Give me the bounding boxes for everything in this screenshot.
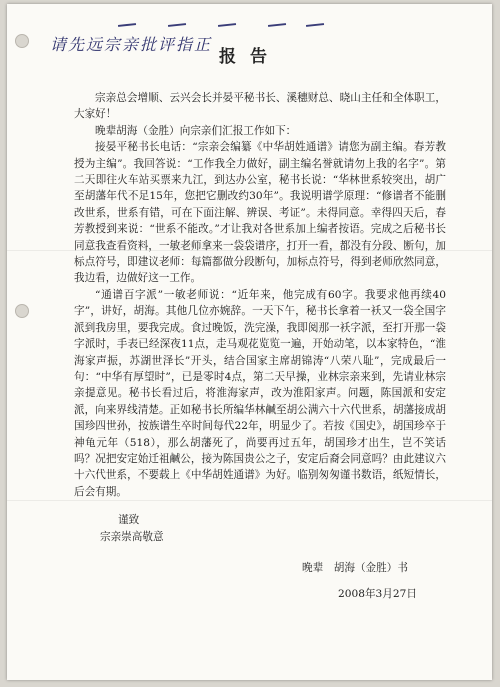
paragraph-1: 接晏平秘书长电话：“宗亲会编纂《中华胡姓通谱》请您为副主编。春芳教授为主编”。我回答说：“工作我全力做好，副主编名誉就请勿上我的名字”。第二天即往火车站买票来九江，到达办公室，秘书长说：“华林世系较突出，胡广至胡藩年代不足15年，您把它删改约30年”。我说明谱学原理：“修谱者不能删改世系，世系有错，可在下面注解、辨误、考证”。未得同意。幸得四天后，春芳教授到来说：“世系不能改。”才让我对各世系加上编者按语。完成之后秘书长同意我查看资料，一敏老师拿来一袋袋谱序，打开一看，都没有分段、断句，加标点符号，即建议老师：每篇都做分段断句，加标点符号，得到老师欣然同意，我边看，边做好这一工作。 bbox=[74, 141, 446, 285]
document-title: 报告 bbox=[219, 47, 281, 67]
closing-block bbox=[100, 512, 164, 546]
signature: 晚辈 胡海（金胜）书 bbox=[302, 562, 408, 574]
paragraph-2: “通谱百字派”一敏老师说：“近年来，他完成有60字。我要求他再续40字”，讲好，胡海。其他几位亦婉辞。一天下午，秘书长拿着一袄又一袋全国字派到我房里，要我完成。食过晚饭，洗完澡，我即阅那一袄字派，至打开那一袋字派时，手表已经深夜11点，走马观花览览一遍，开始动笔，以本家特色，“淮海家声振，苏湖世泽长”开头，结合国家主席胡锦涛“八荣八耻”，完成最后一句：“中华有厚望时”，已是零时4点，第二天早操，业林宗亲来到，先请业林宗亲提意见。秘书长看过后，将淮海家声，改为淮阳家声。问题，陈国派和安定派，向来界线清楚。正如秘书长所编华林鹹至胡公满六十六代世系，胡藩接成胡国珍四世孙，按族谱生卒时间每代22年，明显少了。若按《国史》，胡国珍卒于神龟元年（518），那么胡藩死了，尚要再过五年，胡国珍才出生，岂不笑话吗？况把安定始迁祖鹹公，接为陈国贵公之子，安定后裔会同意吗？由此建议六十六代世系，不要载上《中华胡姓通谱》为好。临别匆匆谨书数语，纸短情长，后会有期。 bbox=[74, 288, 446, 498]
salutation: 宗亲总会增顺、云兴会长并晏平秘书长、溪穗财总、晓山主任和全体职工，大家好！ bbox=[74, 92, 446, 121]
intro-line: 晚辈胡海（金胜）向宗亲们汇报工作如下： bbox=[95, 124, 297, 137]
handwritten-note: 请先远宗亲批评指正 bbox=[50, 35, 213, 54]
closing-line-1: 谨致 bbox=[118, 514, 140, 526]
date: 2008年3月27日 bbox=[338, 588, 417, 600]
closing-line-2: 宗亲崇高敬意 bbox=[100, 531, 164, 543]
letter-body bbox=[74, 90, 446, 500]
punch-hole bbox=[15, 304, 29, 318]
